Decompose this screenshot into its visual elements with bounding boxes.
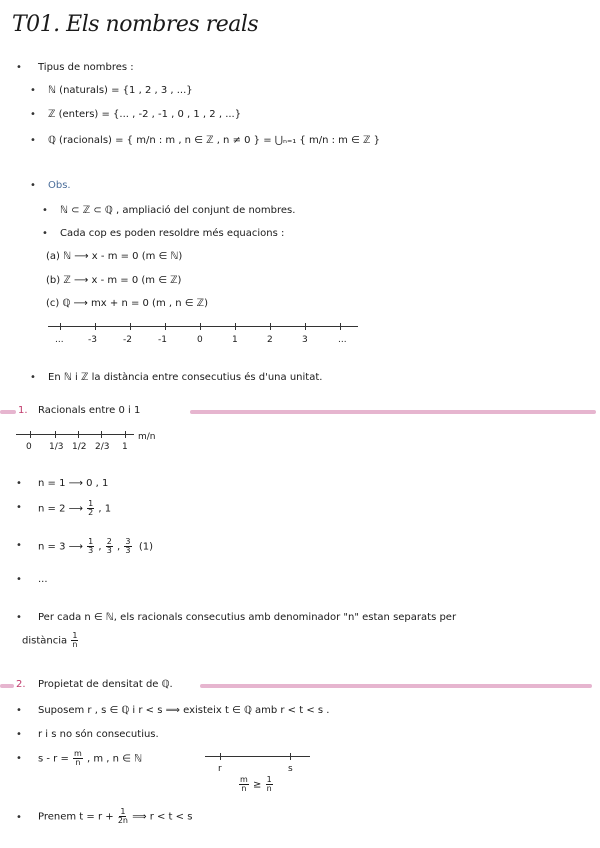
- bullet: •: [30, 135, 36, 146]
- conclusion-line: Per cada n ∈ ℕ, els racionals consecutius amb denominador "n" estan separats per: [38, 612, 457, 623]
- types-heading: Tipus de nombres :: [38, 62, 134, 73]
- bullet: •: [16, 705, 22, 716]
- axis-label: -1: [158, 335, 167, 345]
- equation-a: (a) ℕ ⟶ x - m = 0 (m ∈ ℕ): [46, 251, 183, 262]
- naturals-line: ℕ (naturals) = {1 , 2 , 3 , ...}: [48, 85, 193, 96]
- rationals-line: ℚ (racionals) = { m/n : m , n ∈ ℤ , n ≠ 0 } = ⋃ₙ₌₁ { m/n : m ∈ ℤ }: [48, 135, 380, 146]
- bullet: •: [16, 729, 22, 740]
- axis-label: 2/3: [95, 442, 110, 452]
- conclusion-line2: distància $\frac{1}{n}$: [22, 631, 78, 649]
- axis-label: 1: [122, 442, 128, 452]
- ellipsis: ...: [38, 574, 48, 585]
- bullet: •: [30, 109, 36, 120]
- distance-note: En ℕ i ℤ la distància entre consecutius és d'una unitat.: [48, 372, 323, 383]
- section-divider: [190, 410, 596, 414]
- obs-label: Obs.: [48, 180, 71, 191]
- density-line1: Suposem r , s ∈ ℚ i r < s ⟹ existeix t ∈ ℚ amb r < t < s .: [38, 705, 330, 716]
- inequality: $\frac{m}{n}$ ≥ $\frac{1}{n}$: [240, 775, 272, 793]
- page-title: T01. Els nombres reals: [12, 12, 259, 37]
- axis-label: 1: [232, 335, 238, 345]
- section-heading: Racionals entre 0 i 1: [38, 405, 141, 416]
- bullet: •: [30, 85, 36, 96]
- bullet: •: [30, 372, 36, 383]
- n3-line: n = 3 ⟶ $\frac{1}{3}$ , $\frac{2}{3}$ , $\frac{3}{3}$ (1): [38, 537, 154, 555]
- density-line2: r i s no són consecutius.: [38, 729, 159, 740]
- bullet: •: [16, 753, 22, 764]
- integers-line: ℤ (enters) = {... , -2 , -1 , 0 , 1 , 2 , ...}: [48, 109, 242, 120]
- axis-label: 1/2: [72, 442, 87, 452]
- section-heading: Propietat de densitat de ℚ.: [38, 679, 173, 690]
- section-number: 1.: [18, 405, 28, 416]
- axis-note: m/n: [138, 432, 156, 442]
- density-line3: s - r = $\frac{m}{n}$ , m , n ∈ ℕ: [38, 749, 143, 767]
- axis-label-r: r: [218, 764, 222, 774]
- bullet: •: [42, 205, 48, 216]
- density-line4: Prenem t = r + $\frac{1}{2n}$ ⟹ r < t < s: [38, 807, 193, 825]
- section-number: 2.: [16, 679, 26, 690]
- axis-label-s: s: [288, 764, 293, 774]
- bullet: •: [16, 62, 22, 73]
- bullet: •: [16, 812, 22, 823]
- section-divider: [200, 684, 592, 688]
- axis-label: 3: [302, 335, 308, 345]
- equation-c: (c) ℚ ⟶ mx + n = 0 (m , n ∈ ℤ): [46, 298, 208, 309]
- section-divider: [0, 684, 14, 688]
- axis-label: 1/3: [49, 442, 64, 452]
- bullet: •: [16, 612, 22, 623]
- obs-line2: Cada cop es poden resoldre més equacions :: [60, 228, 285, 239]
- bullet: •: [42, 228, 48, 239]
- equation-b: (b) ℤ ⟶ x - m = 0 (m ∈ ℤ): [46, 275, 182, 286]
- bullet: •: [30, 180, 36, 191]
- bullet: •: [16, 540, 22, 551]
- axis-label: ...: [55, 335, 64, 345]
- bullet: •: [16, 478, 22, 489]
- bullet: •: [16, 502, 22, 513]
- n1-line: n = 1 ⟶ 0 , 1: [38, 478, 109, 489]
- axis-label: -2: [123, 335, 132, 345]
- axis-label: 2: [267, 335, 273, 345]
- n2-line: n = 2 ⟶ $\frac{1}{2}$ , 1: [38, 499, 112, 517]
- obs-line1: ℕ ⊂ ℤ ⊂ ℚ , ampliació del conjunt de nombres.: [60, 205, 296, 216]
- axis-label: 0: [26, 442, 32, 452]
- axis-label: 0: [197, 335, 203, 345]
- axis-label: ...: [338, 335, 347, 345]
- axis-label: -3: [88, 335, 97, 345]
- bullet: •: [16, 574, 22, 585]
- section-divider: [0, 410, 16, 414]
